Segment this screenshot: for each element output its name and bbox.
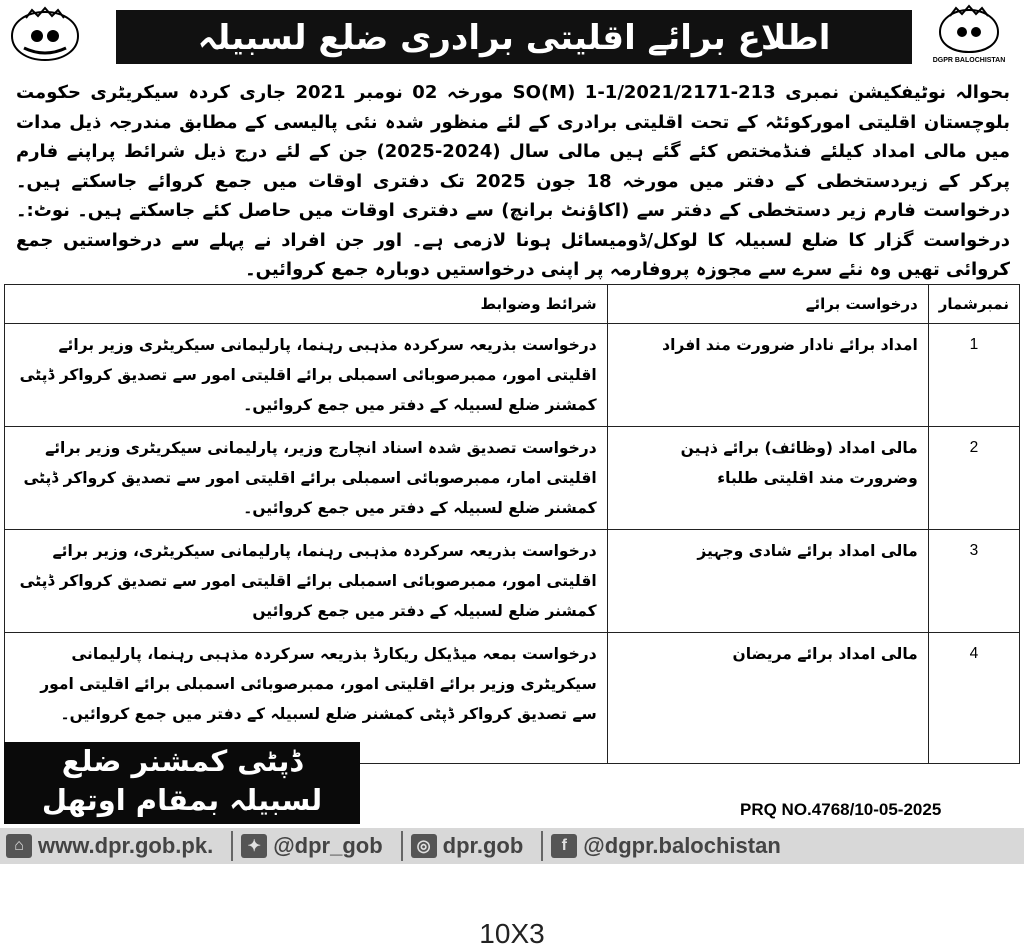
row-request: مالی امداد برائے مریضان	[607, 633, 928, 764]
table-header-row	[5, 285, 1020, 324]
table-row	[5, 427, 1020, 530]
row-number: 2	[928, 427, 1019, 530]
social-twitter[interactable]	[241, 833, 382, 859]
social-instagram[interactable]	[411, 833, 524, 859]
row-number: 1	[928, 324, 1019, 427]
row-request: مالی امداد برائے شادی وجہیز	[607, 530, 928, 633]
social-facebook[interactable]	[551, 833, 780, 859]
header-request: درخواست برائے	[607, 285, 928, 324]
ad-size-label: 10X3	[479, 918, 545, 949]
dgpr-balochistan-logo	[928, 4, 1010, 66]
social-divider	[231, 831, 233, 861]
header-terms: شرائط وضوابط	[5, 285, 608, 324]
notice-intro: بحوالہ نوٹیفکیشن نمبری SO(M) 1-1/2021/2171-213 مورخہ 02 نومبر 2021 جاری کردہ سیکریٹری حکومت بلوچستان اقلیتی امورکوئٹہ کے تحت اقلیتی برادری کے لئے منظور شدہ نئی پالیسی کے مطابق مندرجہ ذیل مدات میں مالی امداد کیلئے فنڈمختص کئے گئے ہیں مالی سال (2024-2025) جن کے لئے درج ذیل شرائط پراپنے فارم پرکر کے زیردستخطی کے دفتر میں مورخہ 18 جون 2025 تک دفتری اوقات میں جمع کروائے جاسکتے ہیں۔ درخواست فارم زیر دستخطی کے دفتر سے (اکاؤنٹ برانچ) سے دفتری اوقات میں حاصل کئے جاسکتے ہیں۔ نوٹ:۔ درخواست گزار کا ضلع لسبیلہ کا لوکل/ڈومیسائل ہونا لازمی ہے۔ اور جن افراد نے پہلے سے درخواستیں جمع کروائی تھیں وہ نئے سرے سے مجوزہ پروفارمہ پر اپنی درخواستیں دوبارہ جمع کروائیں۔	[16, 82, 1010, 280]
facebook-icon: f	[551, 834, 577, 858]
web-icon: ⌂	[6, 834, 32, 858]
balochistan-emblem-left	[4, 4, 86, 66]
social-divider	[541, 831, 543, 861]
logo-caption: DGPR BALOCHISTAN	[932, 57, 1006, 64]
instagram-icon: ◎	[411, 834, 437, 858]
social-instagram-text: dpr.gob	[442, 833, 524, 858]
row-number: 3	[928, 530, 1019, 633]
twitter-icon: ✦	[241, 834, 267, 858]
table-row	[5, 530, 1020, 633]
social-twitter-text: @dpr_gob	[273, 833, 383, 858]
row-terms: درخواست بمعہ میڈیکل ریکارڈ بذریعہ سرکردہ مذہبی رہنما، پارلیمانی سیکریٹری وزیر برائے اقلیتی امور، ممبرصوبائی اسمبلی برائے اقلیتی امور سے تصدیق کرواکر ڈپٹی کمشنر ضلع لسبیلہ کے دفتر میں جمع کروائیں۔	[5, 633, 608, 764]
social-bar	[0, 828, 1024, 864]
row-request: امداد برائے نادار ضرورت مند افراد	[607, 324, 928, 427]
social-web[interactable]	[6, 833, 213, 859]
social-divider	[401, 831, 403, 861]
row-terms: درخواست بذریعہ سرکردہ مذہبی رہنما، پارلیمانی سیکریٹری، وزیر برائے اقلیتی امور، ممبرصوبائی اسمبلی برائے اقلیتی امور سے تصدیق کرواکر ڈپٹی کمشنر ضلع لسبیلہ کے دفتر میں جمع کروائیں	[5, 530, 608, 633]
notice-title: اطلاع برائے اقلیتی برادری ضلع لسبیلہ	[116, 10, 912, 64]
row-terms: درخواست تصدیق شدہ اسناد انچارج وزیر، پارلیمانی سیکریٹری وزیر برائے اقلیتی امار، ممبرصوبائی اسمبلی برائے اقلیتی امور سے تصدیق کرواکر ڈپٹی کمشنر ضلع لسبیلہ کے دفتر میں جمع کروائیں۔	[5, 427, 608, 530]
signature-block	[4, 742, 360, 824]
prq-number: PRQ NO.4768/10-05-2025	[740, 800, 942, 819]
signature-line-1: ڈپٹی کمشنر ضلع	[61, 744, 303, 778]
social-facebook-text: @dgpr.balochistan	[583, 833, 781, 858]
row-number: 4	[928, 633, 1019, 764]
assistance-table	[4, 284, 1020, 764]
social-web-text: www.dpr.gob.pk.	[38, 833, 214, 858]
row-terms: درخواست بذریعہ سرکردہ مذہبی رہنما، پارلیمانی سیکریٹری وزیر برائے اقلیتی امور، ممبرصوبائی اسمبلی برائے اقلیتی امور سے تصدیق کرواکر ڈپٹی کمشنر ضلع لسبیلہ کے دفتر میں جمع کروائیں۔	[5, 324, 608, 427]
signature-line-2: لسبیلہ بمقام اوتھل	[41, 783, 323, 817]
table-row	[5, 324, 1020, 427]
header-number: نمبرشمار	[928, 285, 1019, 324]
row-request: مالی امداد (وظائف) برائے ذہین وضرورت مند اقلیتی طلباء	[607, 427, 928, 530]
header	[0, 0, 1024, 72]
